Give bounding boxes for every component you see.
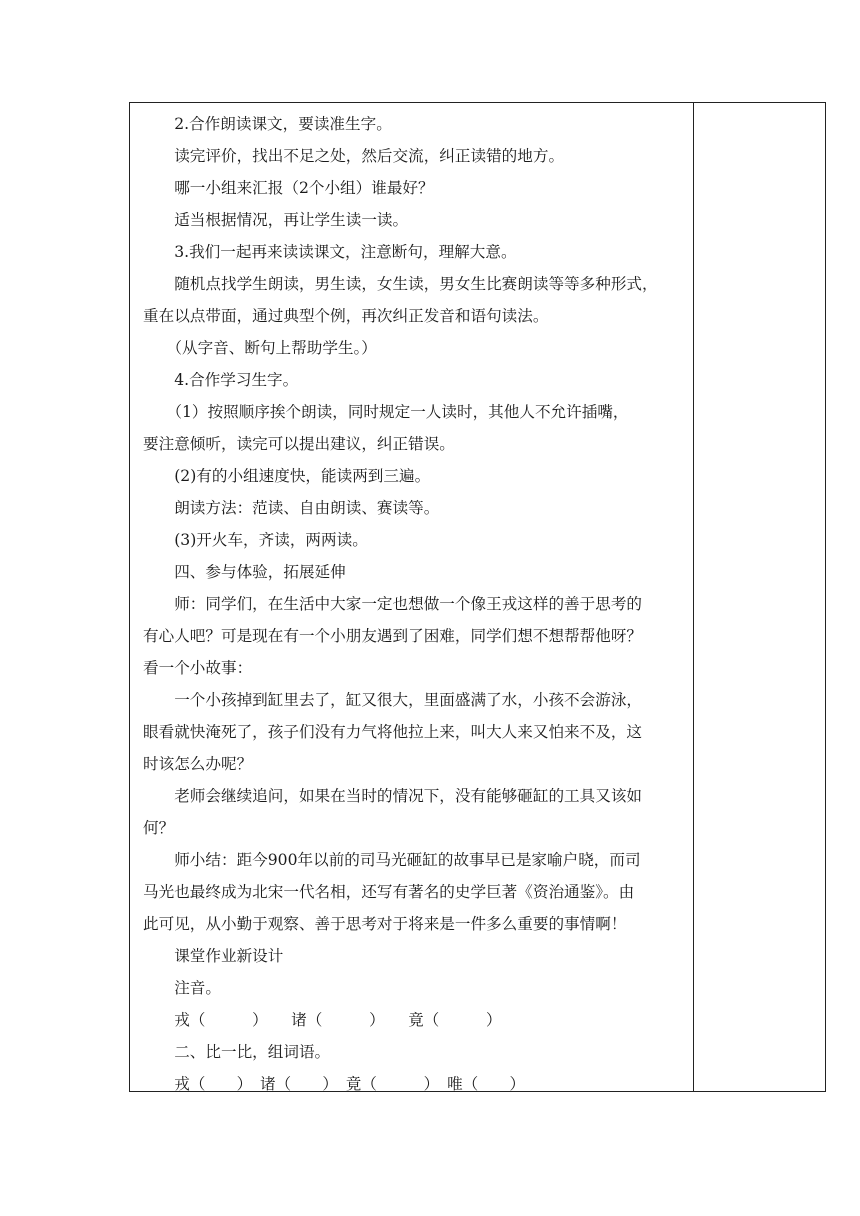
text-line: 老师会继续追问，如果在当时的情况下，没有能够砸缸的工具又该如 bbox=[143, 787, 643, 805]
section-heading: 四、参与体验，拓展延伸 bbox=[143, 563, 346, 581]
text-line: 2.合作朗读课文，要读准生字。 bbox=[143, 115, 392, 133]
text-line: （从字音、断句上帮助学生。） bbox=[143, 339, 377, 357]
text-line: 读完评价，找出不足之处，然后交流，纠正读错的地方。 bbox=[143, 147, 565, 165]
exercise-line: 戎（ ） 诸（ ） 竟（ ） bbox=[143, 1011, 502, 1029]
text-line: 3.我们一起再来读读课文，注意断句，理解大意。 bbox=[143, 243, 517, 261]
text-line: (3)开火车，齐读，两两读。 bbox=[143, 531, 368, 549]
text-line: 何？ bbox=[143, 819, 175, 837]
text-line: 随机点找学生朗读，男生读，女生读，男女生比赛朗读等等多种形式， bbox=[143, 275, 658, 293]
text-line: 要注意倾听，读完可以提出建议，纠正错误。 bbox=[143, 435, 455, 453]
text-line: 看一个小故事： bbox=[143, 659, 253, 677]
text-line: （1）按照顺序挨个朗读，同时规定一人读时，其他人不允许插嘴， bbox=[143, 403, 629, 421]
text-line: 师：同学们，在生活中大家一定也想做一个像王戎这样的善于思考的 bbox=[143, 595, 643, 613]
text-line: 马光也最终成为北宋一代名相，还写有著名的史学巨著《资治通鉴》。由 bbox=[143, 883, 635, 901]
text-line: 师小结：距今900年以前的司马光砸缸的故事早已是家喻户晓，而司 bbox=[143, 851, 641, 869]
exercise-line: 戎（ ） 诸（ ） 竟（ ） 唯（ ） bbox=[143, 1075, 526, 1093]
text-line: 眼看就快淹死了，孩子们没有力气将他拉上来，叫大人来又怕来不及，这 bbox=[143, 723, 643, 741]
lesson-plan-table bbox=[129, 102, 826, 1092]
text-line: 适当根据情况，再让学生读一读。 bbox=[143, 211, 409, 229]
text-line: 时该怎么办呢？ bbox=[143, 755, 253, 773]
text-line: 朗读方法：范读、自由朗读、赛读等。 bbox=[143, 499, 440, 517]
text-line: 二、比一比，组词语。 bbox=[143, 1043, 331, 1061]
text-line: 有心人吧？可是现在有一个小朋友遇到了困难，同学们想不想帮帮他呀？ bbox=[143, 627, 643, 645]
text-line: 哪一小组来汇报（2个小组）谁最好？ bbox=[143, 179, 434, 197]
text-line: 注音。 bbox=[143, 979, 221, 997]
text-line: (2)有的小组速度快，能读两到三遍。 bbox=[143, 467, 431, 485]
notes-cell bbox=[694, 103, 825, 1091]
lesson-content-cell bbox=[130, 103, 693, 1091]
section-heading: 课堂作业新设计 bbox=[143, 947, 284, 965]
text-line: 重在以点带面，通过典型个例，再次纠正发音和语句读法。 bbox=[143, 307, 549, 325]
text-line: 此可见，从小勤于观察、善于思考对于将来是一件多么重要的事情啊！ bbox=[143, 915, 627, 933]
text-line: 4.合作学习生字。 bbox=[143, 371, 299, 389]
text-line: 一个小孩掉到缸里去了，缸又很大，里面盛满了水，小孩不会游泳， bbox=[143, 691, 643, 709]
